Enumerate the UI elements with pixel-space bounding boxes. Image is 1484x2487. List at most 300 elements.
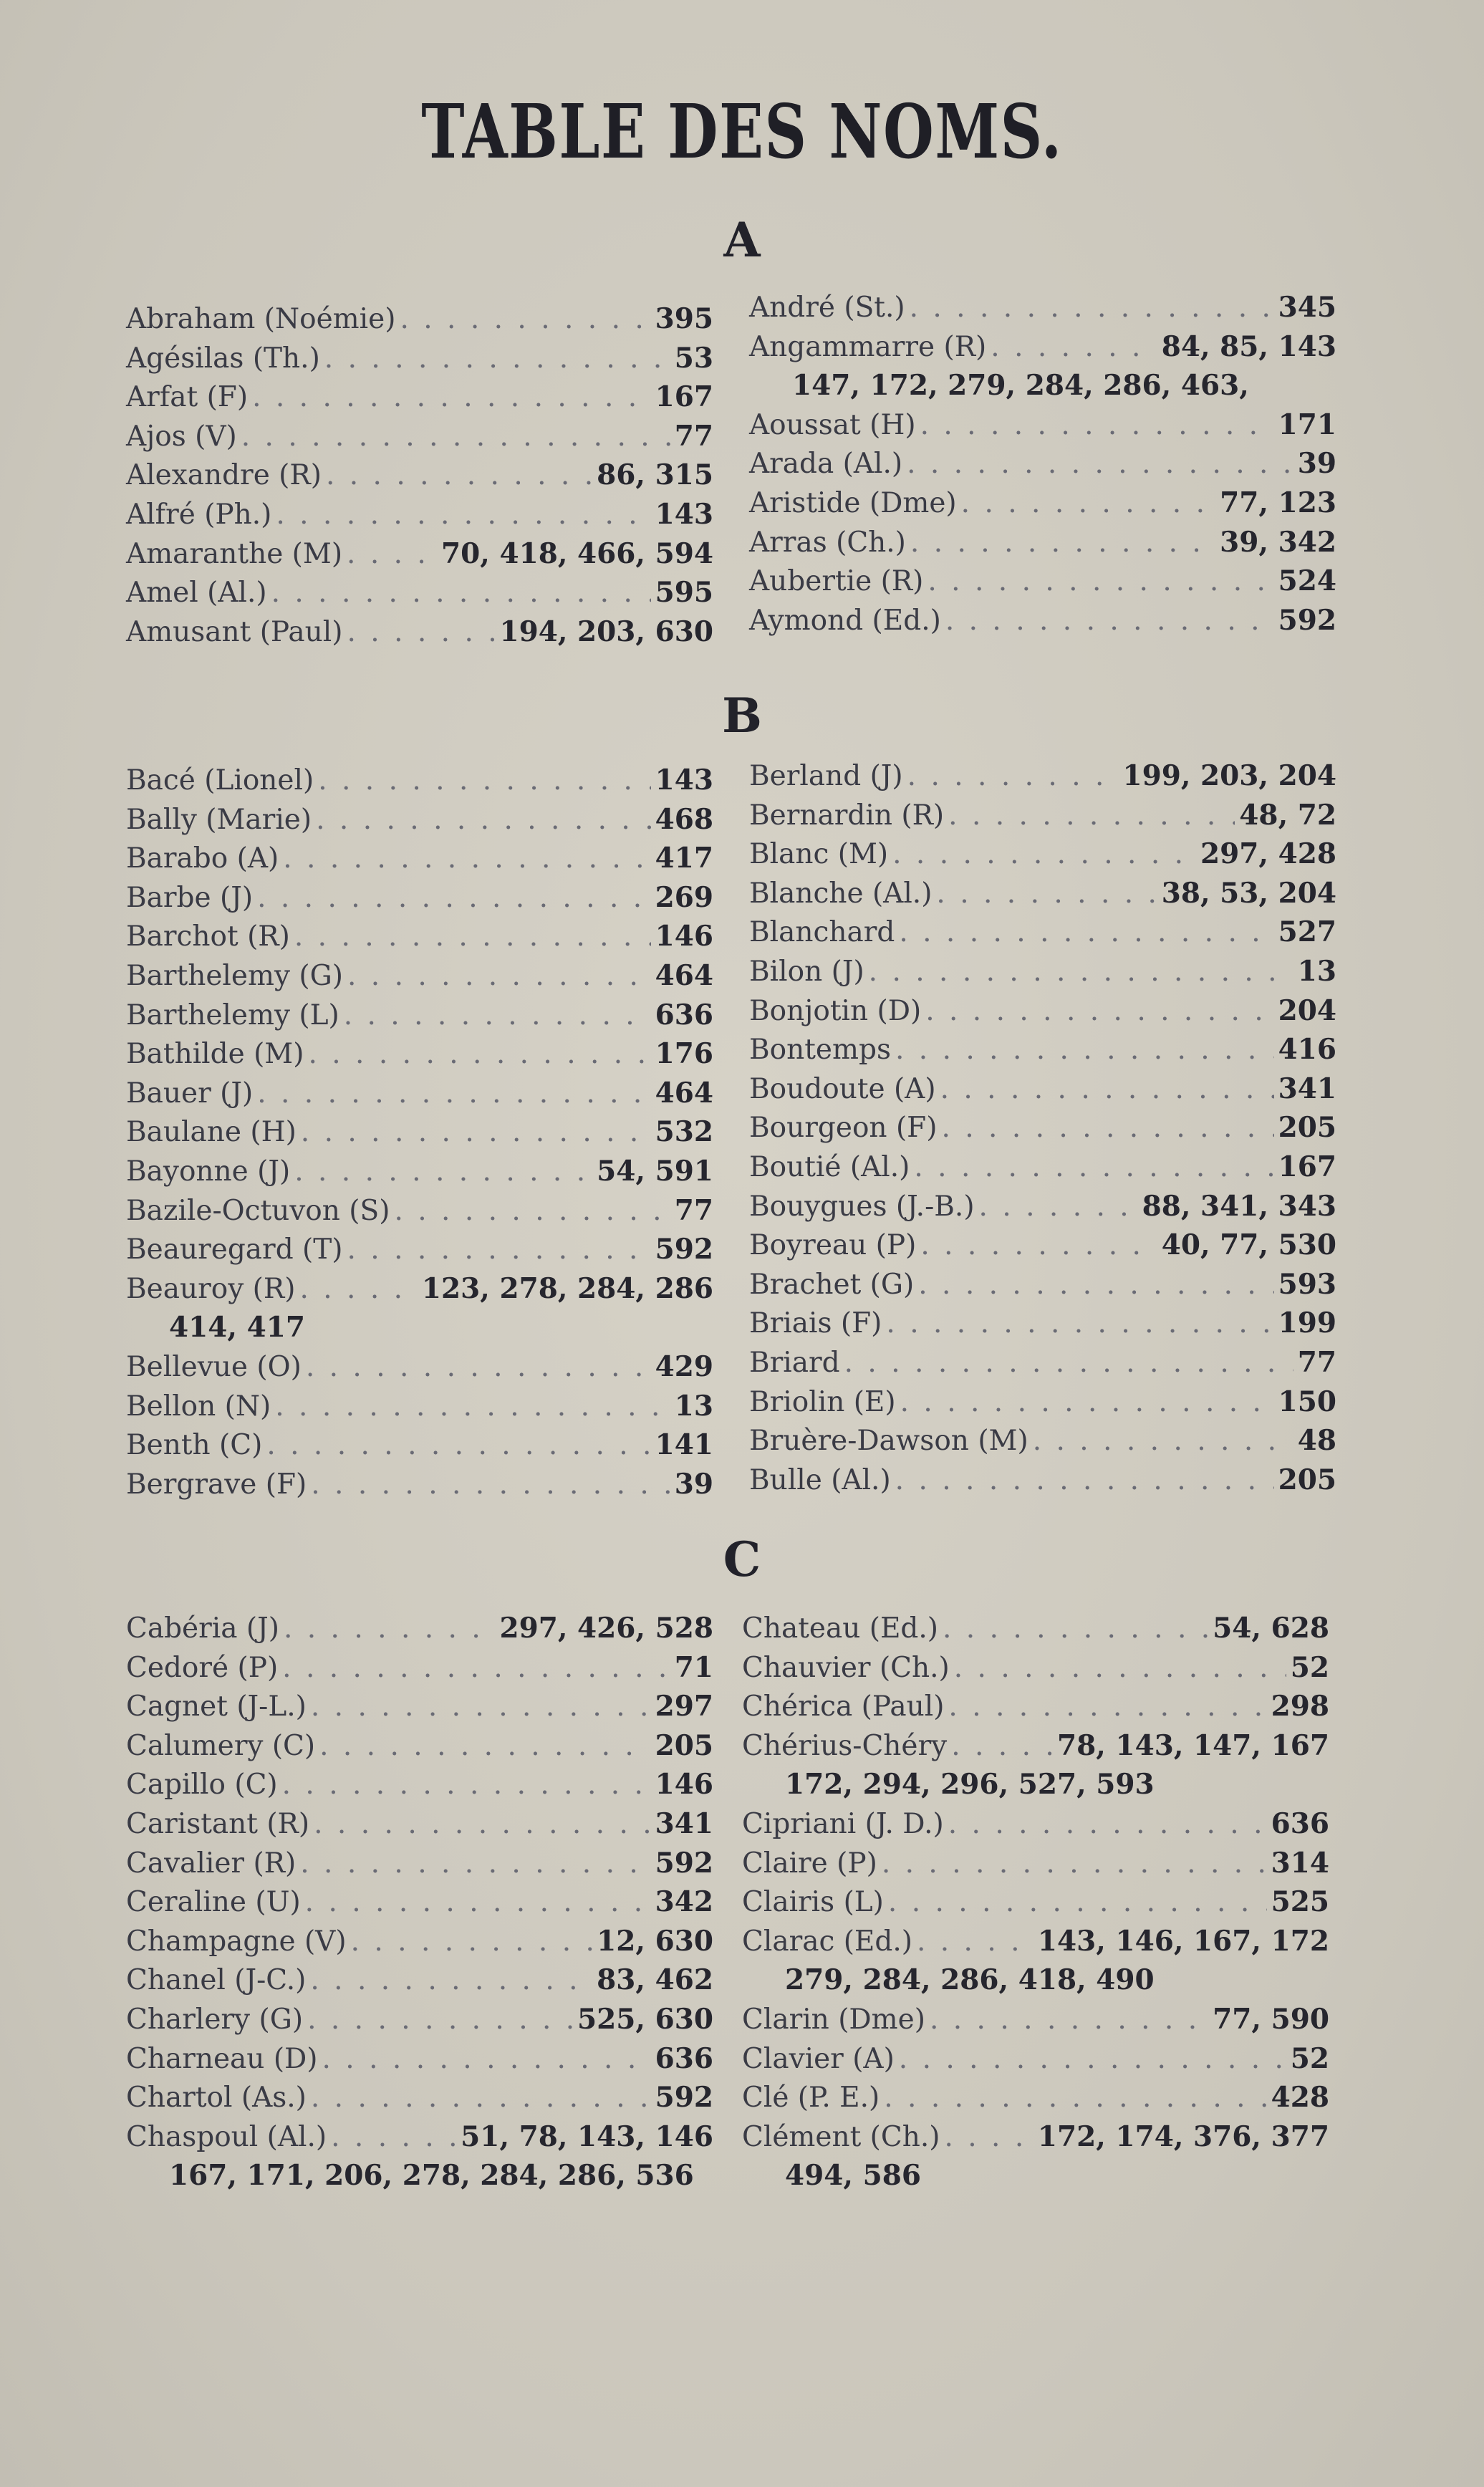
entry-name: Ajos (V) (126, 420, 237, 453)
index-entry (126, 1428, 713, 1468)
index-entry (749, 1463, 1336, 1503)
dot-leader (936, 877, 1157, 910)
dot-leader (318, 764, 650, 797)
entry-name: Bellon (N) (126, 1390, 271, 1423)
index-entry (126, 1807, 713, 1847)
entry-pages: 84, 85, 143 (1161, 329, 1336, 363)
index-entry (126, 1194, 713, 1233)
dot-leader (943, 1612, 1208, 1645)
dot-leader (283, 842, 650, 875)
index-entry (126, 1468, 713, 1507)
index-entry (126, 1729, 713, 1769)
entry-pages: 297 (655, 1690, 713, 1723)
dot-leader (925, 995, 1273, 1027)
index-entry (749, 330, 1336, 370)
entry-name: Amaranthe (M) (126, 537, 343, 570)
entry-name: Alfré (Ph.) (126, 498, 272, 531)
index-entry (126, 920, 713, 959)
dot-leader (311, 1468, 670, 1501)
entry-pages: 524 (1278, 564, 1336, 598)
entry-name: Cagnet (J-L.) (126, 1690, 307, 1723)
dot-leader (347, 1233, 651, 1266)
entry-pages: 595 (655, 576, 713, 610)
entry-name: Brachet (G) (749, 1268, 915, 1301)
entry-name: Bayonne (J) (126, 1155, 291, 1188)
index-entry (126, 1037, 713, 1077)
entry-name: Aubertie (R) (749, 565, 924, 598)
dot-leader (284, 1612, 495, 1645)
entry-name: Boutié (Al.) (749, 1150, 910, 1183)
entry-pages-continued: 172, 294, 296, 527, 593 (785, 1768, 1155, 1801)
section-letter-c: C (723, 1531, 761, 1587)
entry-pages: 428 (1271, 2081, 1329, 2115)
entry-pages: 341 (1278, 1072, 1336, 1105)
entry-pages: 167 (655, 380, 713, 414)
index-entry (126, 537, 713, 577)
index-entry (126, 1651, 713, 1690)
dot-leader (305, 1886, 651, 1918)
dot-leader (351, 1925, 593, 1958)
entry-pages: 592 (655, 2081, 713, 2115)
entry-name: Amusant (Paul) (126, 615, 343, 648)
index-entry (126, 615, 713, 655)
entry-pages: 269 (655, 880, 713, 914)
dot-leader (322, 2043, 651, 2075)
dot-leader (844, 1347, 1293, 1379)
dot-leader (316, 804, 650, 836)
entry-pages: 593 (1278, 1267, 1336, 1301)
entry-pages: 199, 203, 204 (1122, 759, 1336, 792)
entry-pages: 341 (655, 1807, 713, 1840)
index-entry (742, 2120, 1329, 2160)
entry-name: Bergrave (F) (126, 1468, 307, 1501)
index-entry (126, 1077, 713, 1116)
dot-leader (347, 538, 437, 570)
dot-leader (252, 381, 651, 413)
entry-name: Cipriani (J. D.) (742, 1807, 944, 1840)
dot-leader (299, 1273, 417, 1305)
entry-pages: 171 (1278, 408, 1336, 441)
dot-leader (331, 2121, 456, 2153)
entry-pages: 88, 341, 343 (1142, 1189, 1336, 1223)
index-entry (749, 1190, 1336, 1229)
index-entry (749, 837, 1336, 877)
entry-pages: 205 (655, 1728, 713, 1762)
index-entry (742, 1729, 1329, 1769)
dot-leader (310, 1964, 592, 1996)
dot-leader (948, 1808, 1267, 1840)
dot-leader (241, 420, 670, 453)
index-entry (126, 498, 713, 537)
dot-leader (308, 1038, 650, 1070)
entry-pages: 77 (674, 1193, 713, 1227)
dot-leader (899, 916, 1273, 948)
entry-name: Barchot (R) (126, 920, 290, 953)
entry-name: Boudoute (A) (749, 1072, 936, 1105)
dot-leader (945, 605, 1274, 637)
dot-leader (920, 409, 1274, 441)
entry-name: Charneau (D) (126, 2042, 318, 2075)
section-c-right-column (742, 1612, 1329, 2198)
entry-pages: 464 (655, 958, 713, 992)
dot-leader (940, 1073, 1274, 1105)
index-entry (126, 2042, 713, 2082)
entry-pages: 345 (1278, 291, 1336, 324)
dot-leader (944, 2121, 1033, 2153)
dot-leader (301, 1116, 651, 1148)
entry-name: André (St.) (749, 292, 905, 324)
entry-pages: 525 (1271, 1885, 1329, 1919)
section-b-left-column (126, 764, 713, 1506)
dot-leader (282, 1652, 670, 1684)
dot-leader (400, 303, 650, 335)
dot-leader (899, 2043, 1286, 2075)
entry-pages: 176 (655, 1037, 713, 1071)
entry-pages: 592 (1278, 603, 1336, 637)
entry-name: Cabéria (J) (126, 1612, 279, 1645)
entry-pages-continued: 167, 171, 206, 278, 284, 286, 536 (169, 2159, 694, 2193)
dot-leader (910, 292, 1274, 324)
index-entry (749, 1424, 1336, 1463)
index-entry (126, 1847, 713, 1886)
entry-pages: 70, 418, 466, 594 (441, 537, 713, 570)
entry-name: Bauer (J) (126, 1077, 254, 1110)
dot-leader (347, 616, 495, 648)
entry-name: Blanche (Al.) (749, 877, 933, 910)
entry-name: Bellevue (O) (126, 1350, 302, 1383)
dot-leader (314, 1808, 650, 1840)
index-entry (749, 564, 1336, 604)
dot-leader (930, 2003, 1208, 2036)
entry-name: Briolin (E) (749, 1385, 896, 1418)
entry-pages: 12, 630 (597, 1924, 713, 1958)
index-entry (126, 1390, 713, 1429)
dot-leader (991, 331, 1157, 363)
entry-name: Chateau (Ed.) (742, 1612, 938, 1645)
index-entry (749, 1228, 1336, 1268)
entry-pages: 429 (655, 1350, 713, 1383)
entry-pages: 297, 426, 528 (499, 1612, 713, 1645)
entry-name: Bourgeon (F) (749, 1112, 938, 1145)
dot-leader (1033, 1425, 1293, 1457)
entry-pages: 532 (655, 1115, 713, 1149)
entry-pages: 53 (674, 341, 713, 375)
dot-leader (257, 1077, 650, 1110)
entry-name: Angammarre (R) (749, 330, 987, 363)
entry-name: Clé (P. E.) (742, 2082, 880, 2115)
index-entry (742, 1885, 1329, 1925)
entry-name: Arfat (F) (126, 381, 249, 414)
entry-pages: 54, 591 (597, 1154, 713, 1188)
section-letter-a: A (723, 212, 761, 268)
index-entry (749, 1268, 1336, 1307)
dot-leader (948, 1690, 1266, 1723)
index-entry (742, 1807, 1329, 1847)
entry-name: Clément (Ch.) (742, 2120, 940, 2153)
entry-pages: 468 (655, 802, 713, 836)
entry-pages: 71 (674, 1650, 713, 1684)
entry-name: Berland (J) (749, 760, 903, 792)
entry-pages: 527 (1278, 915, 1336, 949)
entry-name: Chanel (J-C.) (126, 1964, 307, 1997)
dot-leader (869, 956, 1293, 988)
index-entry (126, 1115, 713, 1155)
entry-pages: 77 (1297, 1345, 1336, 1379)
dot-leader (882, 1847, 1267, 1880)
dot-leader (951, 1730, 1053, 1762)
entry-pages: 40, 77, 530 (1161, 1228, 1336, 1262)
entry-pages: 39 (1297, 447, 1336, 481)
entry-pages: 194, 203, 630 (499, 615, 713, 648)
dot-leader (886, 1307, 1273, 1339)
dot-leader (928, 565, 1273, 597)
entry-pages: 78, 143, 147, 167 (1057, 1728, 1329, 1762)
dot-leader (347, 960, 651, 992)
dot-leader (326, 459, 592, 491)
dot-leader (344, 999, 651, 1031)
index-entry (742, 2003, 1329, 2042)
entry-name: Aymond (Ed.) (749, 604, 941, 637)
entry-name: Arada (Al.) (749, 448, 903, 481)
dot-leader (907, 448, 1293, 480)
entry-pages: 204 (1278, 994, 1336, 1027)
entry-name: Aoussat (H) (749, 408, 916, 441)
dot-leader (907, 760, 1119, 792)
index-entry (749, 486, 1336, 526)
entry-pages: 205 (1278, 1111, 1336, 1145)
entry-pages-continued: 147, 172, 279, 284, 286, 463, (792, 369, 1249, 403)
dot-leader (311, 1690, 651, 1723)
dot-leader (306, 1351, 651, 1383)
entry-name: Boyreau (P) (749, 1229, 917, 1262)
entry-name: Barbe (J) (126, 881, 254, 914)
dot-leader (961, 487, 1216, 519)
entry-name: Clarac (Ed.) (742, 1925, 912, 1958)
index-entry (749, 526, 1336, 565)
index-entry (126, 1155, 713, 1194)
entry-pages: 146 (655, 920, 713, 953)
entry-pages: 39, 342 (1220, 525, 1336, 559)
entry-pages: 143 (655, 497, 713, 531)
entry-name: Cavalier (R) (126, 1847, 297, 1880)
entry-pages: 83, 462 (597, 1963, 713, 1997)
section-c-left-column (126, 1612, 713, 2198)
section-a-left-column (126, 302, 713, 654)
entry-pages: 13 (674, 1389, 713, 1423)
index-entry (749, 1072, 1336, 1112)
entry-name: Clavier (A) (742, 2042, 895, 2075)
index-entry (749, 915, 1336, 955)
index-entry (126, 2003, 713, 2042)
index-entry (749, 1150, 1336, 1190)
index-entry (742, 1690, 1329, 1729)
index-entry (749, 291, 1336, 330)
entry-pages: 48 (1297, 1424, 1336, 1458)
index-entry (742, 1925, 1329, 1964)
entry-pages: 86, 315 (597, 458, 713, 492)
entry-name: Clairis (L) (742, 1886, 884, 1919)
entry-name: Blanc (M) (749, 838, 889, 871)
dot-leader (311, 2082, 651, 2114)
index-entry (126, 342, 713, 381)
index-entry (126, 420, 713, 459)
dot-leader (948, 799, 1235, 832)
dot-leader (294, 920, 651, 953)
entry-name: Benth (C) (126, 1429, 263, 1462)
dot-leader (900, 1386, 1274, 1418)
entry-pages: 636 (655, 2041, 713, 2075)
entry-pages: 141 (655, 1428, 713, 1462)
index-entry (126, 842, 713, 881)
index-entry (749, 877, 1336, 916)
dot-leader (394, 1195, 670, 1227)
entry-pages: 525, 630 (577, 2002, 713, 2036)
dot-leader (954, 1652, 1286, 1684)
index-entry (126, 380, 713, 420)
entry-name: Caristant (R) (126, 1807, 310, 1840)
entry-name: Calumery (C) (126, 1729, 316, 1762)
page-title: TABLE DES NOMS. (421, 87, 1063, 175)
entry-pages-continued: 279, 284, 286, 418, 490 (785, 1963, 1155, 1997)
entry-name: Bruère-Dawson (M) (749, 1425, 1028, 1458)
entry-name: Bonjotin (D) (749, 994, 922, 1027)
dot-leader (920, 1229, 1157, 1261)
entry-name: Barabo (A) (126, 842, 279, 875)
entry-pages: 146 (655, 1768, 713, 1801)
entry-pages: 314 (1271, 1846, 1329, 1880)
index-entry (126, 764, 713, 803)
dot-leader (888, 1886, 1267, 1918)
dot-leader (979, 1190, 1138, 1223)
section-letter-b: B (722, 688, 762, 744)
index-entry (749, 994, 1336, 1034)
entry-name: Claire (P) (742, 1847, 877, 1880)
index-entry (742, 1847, 1329, 1886)
index-entry (742, 1651, 1329, 1690)
entry-name: Capillo (C) (126, 1769, 278, 1801)
entry-pages: 38, 53, 204 (1161, 876, 1336, 910)
entry-pages: 297, 428 (1200, 837, 1336, 871)
index-entry (126, 1925, 713, 1964)
index-entry (126, 2120, 713, 2160)
index-entry (749, 955, 1336, 994)
entry-pages: 167 (1278, 1150, 1336, 1183)
entry-pages: 416 (1278, 1033, 1336, 1067)
entry-pages: 636 (655, 998, 713, 1031)
entry-name: Blanchard (749, 916, 895, 949)
index-entry (749, 1346, 1336, 1385)
index-entry (126, 881, 713, 920)
entry-name: Bathilde (M) (126, 1038, 304, 1071)
entry-name: Chauvier (Ch.) (742, 1651, 950, 1684)
entry-pages: 150 (1278, 1385, 1336, 1418)
entry-name: Aristide (Dme) (749, 486, 957, 519)
index-entry (126, 1690, 713, 1729)
entry-pages: 13 (1297, 954, 1336, 988)
index-entry (126, 302, 713, 342)
index-entry (749, 1385, 1336, 1425)
entry-pages: 77, 123 (1220, 486, 1336, 519)
dot-leader (276, 499, 650, 531)
entry-name: Bernardin (R) (749, 799, 945, 832)
entry-name: Baulane (H) (126, 1116, 297, 1149)
dot-leader (917, 1925, 1034, 1958)
index-entry (749, 1307, 1336, 1346)
entry-name: Amel (Al.) (126, 577, 267, 610)
entry-name: Briard (749, 1346, 840, 1379)
entry-name: Chartol (As.) (126, 2082, 307, 2115)
index-entry (126, 959, 713, 999)
entry-pages: 39 (674, 1467, 713, 1501)
index-entry (126, 1272, 713, 1312)
entry-name: Abraham (Noémie) (126, 303, 396, 335)
entry-name: Champagne (V) (126, 1925, 347, 1958)
entry-pages: 205 (1278, 1463, 1336, 1496)
dot-leader (307, 2003, 573, 2036)
entry-name: Alexandre (R) (126, 459, 322, 492)
entry-pages: 464 (655, 1076, 713, 1110)
index-entry (126, 999, 713, 1038)
entry-pages: 143 (655, 764, 713, 797)
entry-name: Chérica (Paul) (742, 1690, 945, 1723)
section-a-right-column (749, 291, 1336, 643)
entry-pages: 77 (674, 419, 713, 453)
index-entry (742, 2081, 1329, 2120)
entry-pages: 52 (1290, 2041, 1329, 2075)
index-entry (749, 759, 1336, 799)
dot-leader (914, 1151, 1273, 1183)
entry-pages: 54, 628 (1213, 1612, 1329, 1645)
index-entry (749, 447, 1336, 486)
index-entry (126, 458, 713, 498)
dot-leader (324, 342, 670, 375)
index-entry (126, 2081, 713, 2120)
entry-pages-continued: 414, 417 (169, 1311, 305, 1344)
entry-pages: 52 (1290, 1650, 1329, 1684)
entry-name: Briais (F) (749, 1307, 882, 1340)
entry-pages: 592 (655, 1233, 713, 1266)
entry-name: Agésilas (Th.) (126, 342, 320, 375)
dot-leader (895, 1464, 1274, 1496)
index-entry (126, 1963, 713, 2003)
entry-name: Barthelemy (L) (126, 999, 339, 1031)
entry-name: Chaspoul (Al.) (126, 2120, 327, 2153)
entry-name: Ceraline (U) (126, 1886, 301, 1919)
entry-name: Cedoré (P) (126, 1651, 279, 1684)
index-entry (749, 799, 1336, 838)
index-entry (749, 1033, 1336, 1072)
dot-leader (294, 1155, 592, 1188)
entry-pages: 636 (1271, 1807, 1329, 1840)
entry-pages: 199 (1278, 1307, 1336, 1340)
dot-leader (282, 1769, 651, 1801)
dot-leader (257, 882, 651, 914)
entry-name: Bally (Marie) (126, 803, 312, 836)
entry-name: Beauregard (T) (126, 1233, 343, 1266)
index-entry (749, 1111, 1336, 1150)
entry-name: Arras (Ch.) (749, 526, 906, 559)
entry-name: Chérius-Chéry (742, 1729, 948, 1762)
entry-pages: 417 (655, 842, 713, 875)
index-entry (742, 2042, 1329, 2082)
index-entry (126, 576, 713, 615)
entry-pages: 172, 174, 376, 377 (1037, 2120, 1329, 2153)
dot-leader (319, 1730, 650, 1762)
section-b-right-column (749, 759, 1336, 1502)
dot-leader (266, 1429, 650, 1461)
entry-name: Bazile-Octuvon (S) (126, 1194, 390, 1227)
entry-name: Barthelemy (G) (126, 959, 343, 992)
